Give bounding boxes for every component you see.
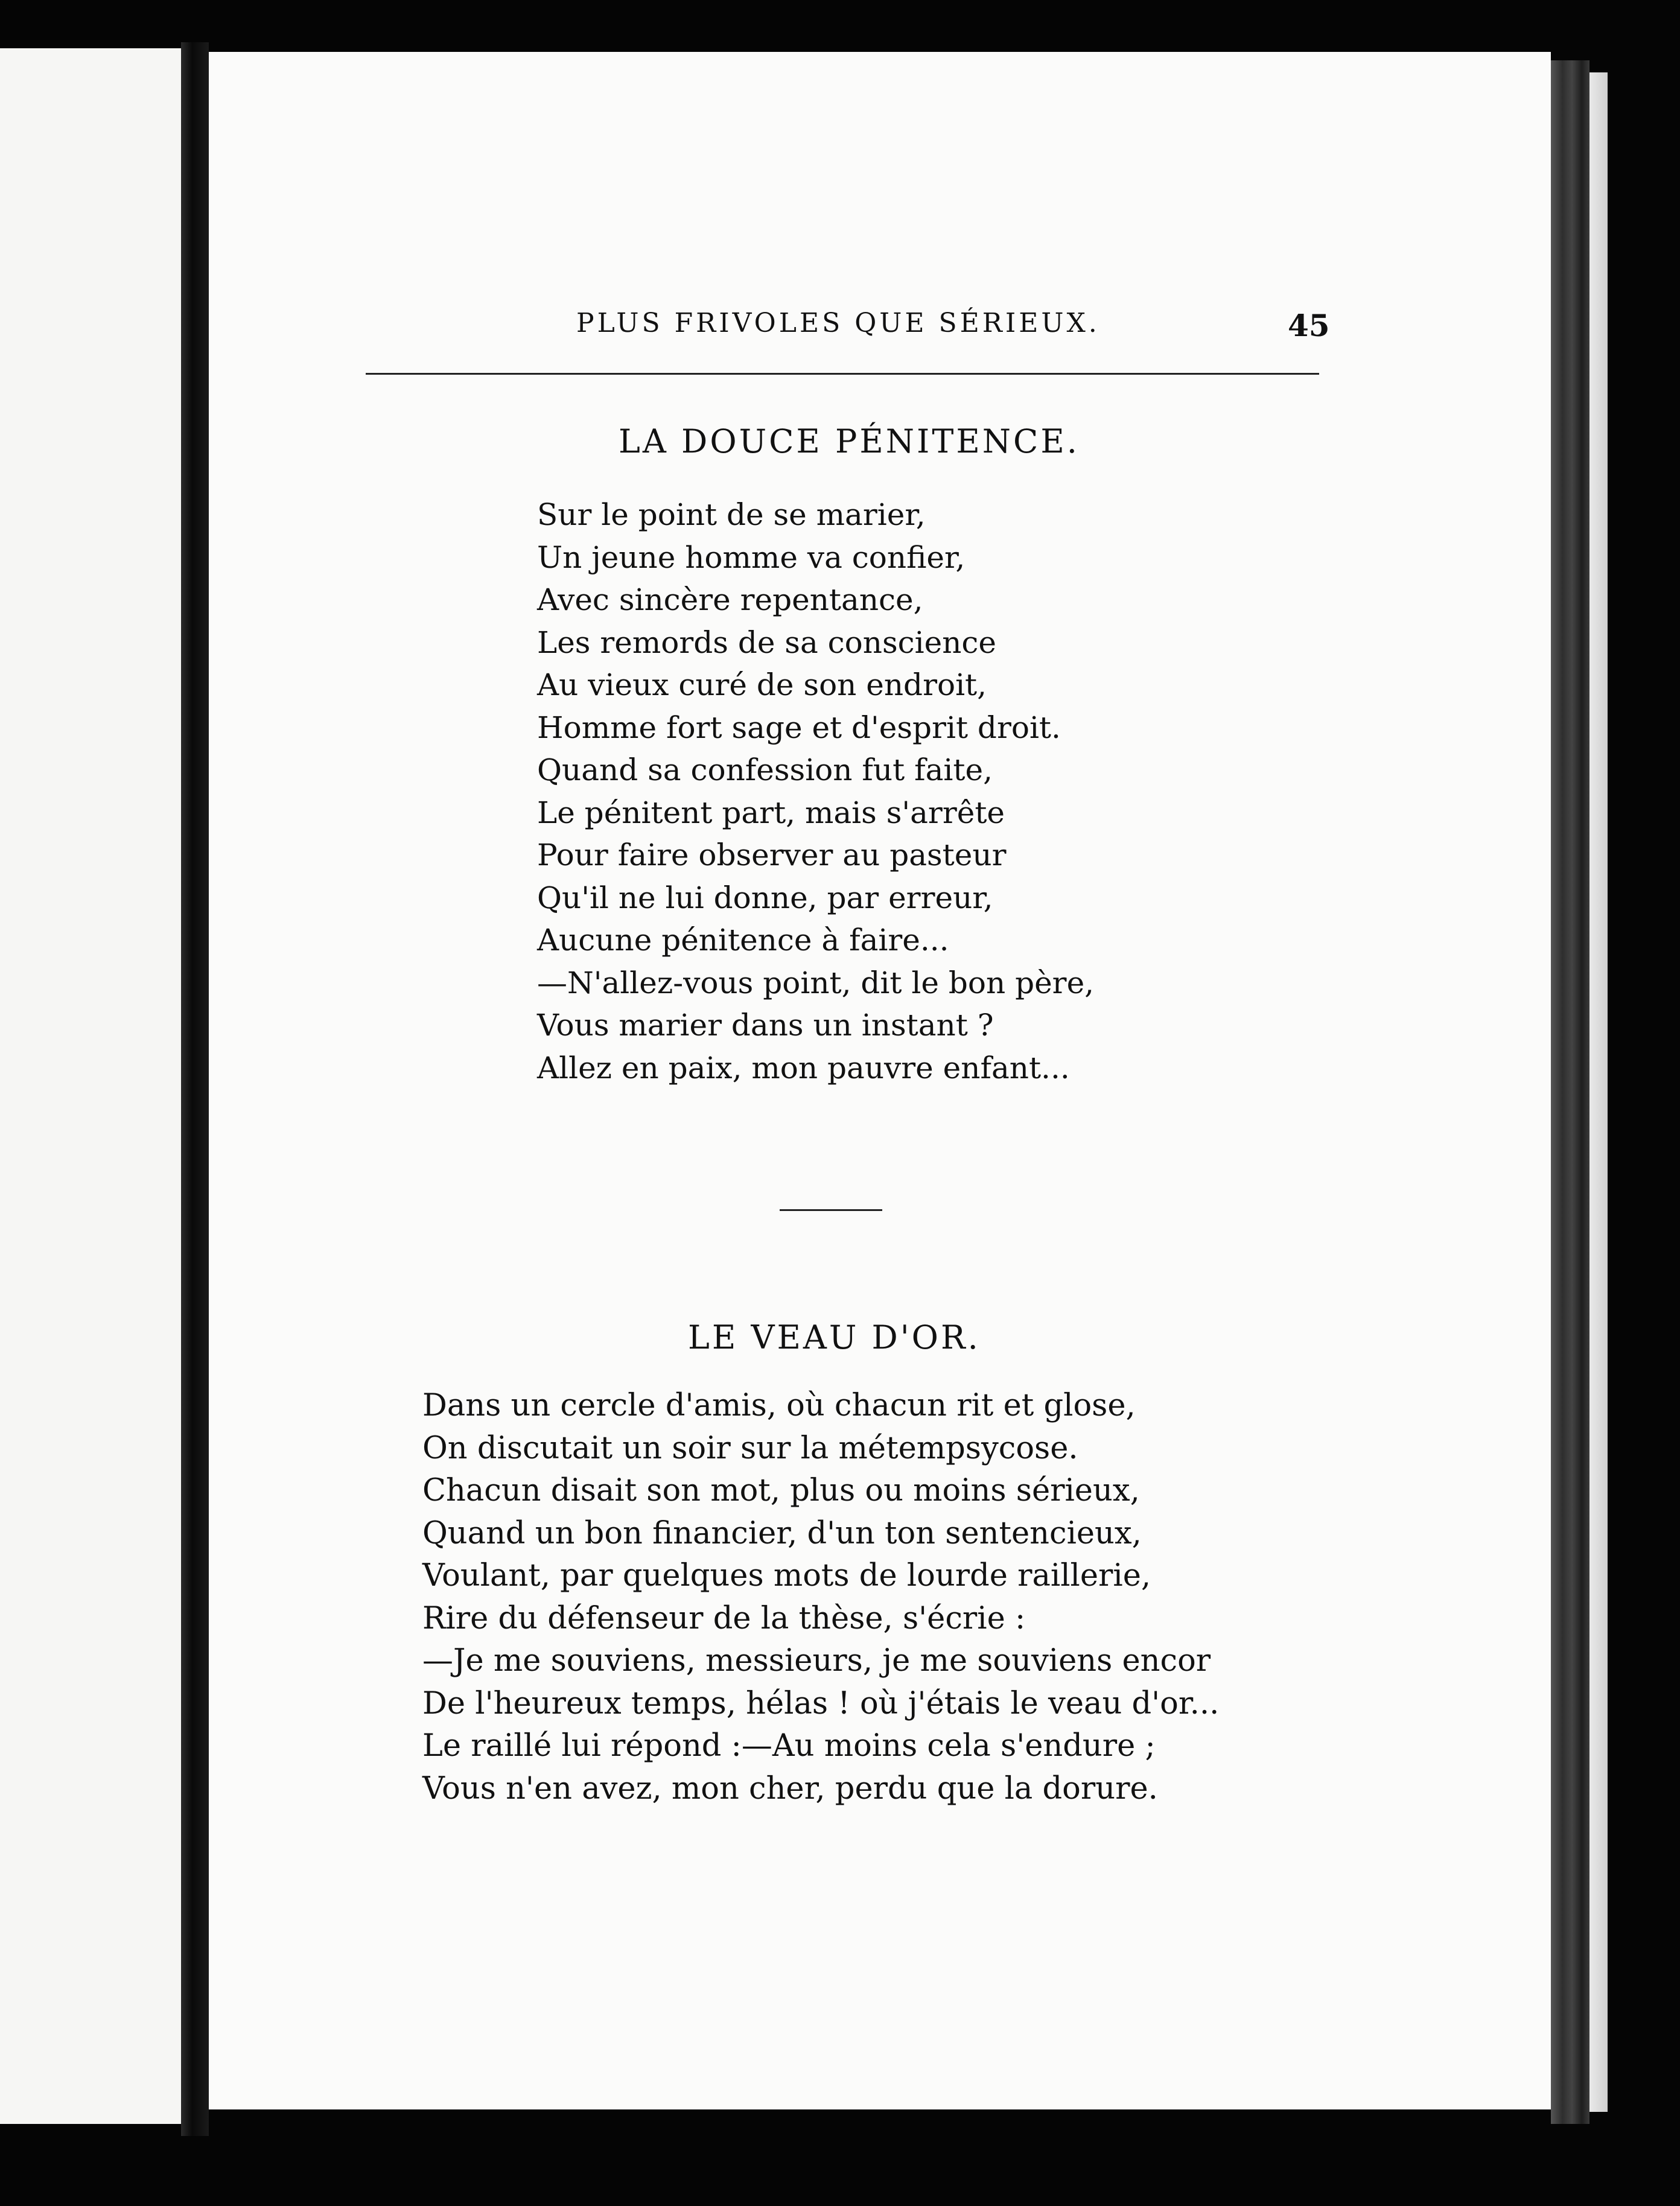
poem-line: Vous marier dans un instant ? <box>537 1008 994 1043</box>
poem-line: Aucune pénitence à faire... <box>537 923 949 958</box>
poem-line: Voulant, par quelques mots de lourde raillerie, <box>422 1558 1151 1594</box>
poem-line: On discutait un soir sur la métempsycose. <box>422 1430 1078 1466</box>
page-block-margin <box>1589 72 1608 2112</box>
previous-page-edge <box>0 48 181 2124</box>
poem-line: Allez en paix, mon pauvre enfant... <box>537 1050 1070 1086</box>
book-gutter <box>181 42 209 2136</box>
poem-line: —N'allez-vous point, dit le bon père, <box>537 965 1095 1000</box>
poem-title: LA DOUCE PÉNITENCE. <box>619 422 1080 460</box>
poem-line: Avec sincère repentance, <box>537 582 923 617</box>
poem-line: Sur le point de se marier, <box>537 497 926 532</box>
poem-line: —Je me souviens, messieurs, je me souviens encor <box>422 1643 1211 1679</box>
poem-line: Au vieux curé de son endroit, <box>537 667 987 702</box>
poem-line: Quand sa confession fut faite, <box>537 752 993 787</box>
poem-line: Homme fort sage et d'esprit droit. <box>537 710 1061 745</box>
page-block-edge <box>1551 60 1589 2124</box>
poem-line: Dans un cercle d'amis, où chacun rit et glose, <box>422 1388 1136 1423</box>
page-number: 45 <box>1288 308 1330 343</box>
poem-line: Pour faire observer au pasteur <box>537 838 1007 873</box>
poem-line: Rire du défenseur de la thèse, s'écrie : <box>422 1600 1026 1636</box>
poem-line: Le pénitent part, mais s'arrête <box>537 795 1005 830</box>
poem-line: De l'heureux temps, hélas ! où j'étais le veau d'or... <box>422 1685 1220 1721</box>
poem-title: LE VEAU D'OR. <box>688 1318 981 1356</box>
poem-line: Un jeune homme va confier, <box>537 539 966 575</box>
poem-line: Qu'il ne lui donne, par erreur, <box>537 880 993 915</box>
section-divider <box>780 1209 882 1211</box>
poem-body <box>537 494 1094 1089</box>
poem-line: Le raillé lui répond :—Au moins cela s'endure ; <box>422 1728 1156 1764</box>
poem-line: Les remords de sa conscience <box>537 625 997 660</box>
poem-body <box>422 1385 1219 1810</box>
poem-line: Chacun disait son mot, plus ou moins sérieux, <box>422 1473 1140 1508</box>
header-rule <box>366 373 1319 375</box>
poem-line: Vous n'en avez, mon cher, perdu que la dorure. <box>422 1770 1158 1807</box>
running-head: PLUS FRIVOLES QUE SÉRIEUX. <box>576 308 1100 339</box>
poem-line: Quand un bon financier, d'un ton sentencieux, <box>422 1515 1142 1551</box>
